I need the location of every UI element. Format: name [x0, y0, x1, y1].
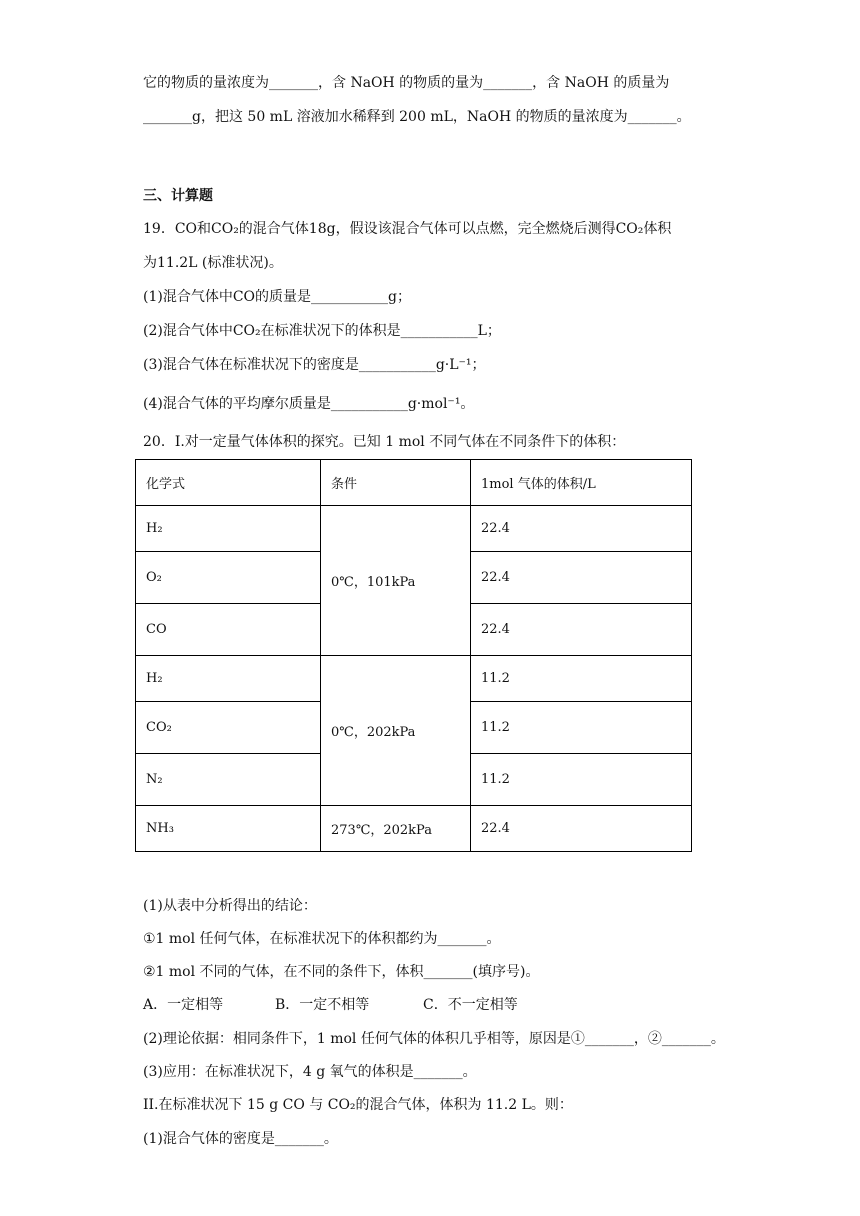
question-19-part-3: (3)混合气体在标准状况下的密度是___________g·L⁻¹； — [143, 357, 486, 373]
part-3: (3)应用：在标准状况下，4 g 氧气的体积是_______。 — [143, 1064, 477, 1080]
part-1-heading: (1)从表中分析得出的结论： — [143, 898, 317, 914]
section-heading: 三、计算题 — [143, 188, 213, 204]
paragraph-line: 它的物质的量浓度为_______，含 NaOH 的物质的量为_______，含 NaOH 的质量为 — [143, 75, 670, 91]
question-19-part-1: (1)混合气体中CO的质量是___________g； — [143, 289, 411, 305]
paragraph-line: _______g，把这 50 mL 溶液加水稀释到 200 mL，NaOH 的物质的量浓度为_______。 — [143, 109, 691, 125]
option-b: B．一定不相等 — [275, 997, 370, 1013]
table-cell-volume: 11.2 — [471, 656, 692, 702]
gas-volume-table — [135, 459, 692, 852]
part-II-intro: II.在标准状况下 15 g CO 与 CO₂的混合气体，体积为 11.2 L。则： — [143, 1097, 573, 1113]
question-20-intro: 20．I.对一定量气体体积的探究。已知 1 mol 不同气体在不同条件下的体积： — [143, 434, 626, 450]
table-cell-condition: 273℃，202kPa — [321, 806, 471, 852]
table-cell-volume: 22.4 — [471, 604, 692, 656]
table-header-volume: 1mol 气体的体积/L — [471, 460, 692, 506]
table-cell-volume: 11.2 — [471, 754, 692, 806]
table-cell-formula: N₂ — [136, 754, 321, 806]
table-cell-condition: 0℃，202kPa — [321, 656, 471, 806]
table-cell-formula: O₂ — [136, 552, 321, 604]
option-a: A．一定相等 — [143, 997, 224, 1013]
table-cell-volume: 22.4 — [471, 506, 692, 552]
table-cell-condition: 0℃，101kPa — [321, 506, 471, 656]
table-cell-volume: 22.4 — [471, 806, 692, 852]
table-cell-volume: 22.4 — [471, 552, 692, 604]
question-19-part-2: (2)混合气体中CO₂在标准状况下的体积是___________L； — [143, 323, 501, 339]
table-cell-formula: CO₂ — [136, 702, 321, 754]
table-cell-formula: NH₃ — [136, 806, 321, 852]
table-header-formula: 化学式 — [136, 460, 321, 506]
question-19-stem-cont: 为11.2L (标准状况)。 — [143, 255, 283, 271]
question-19-part-4: (4)混合气体的平均摩尔质量是___________g·mol⁻¹。 — [143, 396, 475, 412]
table-header-condition: 条件 — [321, 460, 471, 506]
question-19-stem: 19．CO和CO₂的混合气体18g，假设该混合气体可以点燃，完全燃烧后测得CO₂体积 — [143, 221, 672, 237]
table-cell-formula: H₂ — [136, 506, 321, 552]
part-1-item-2: ②1 mol 不同的气体，在不同的条件下，体积_______(填序号)。 — [143, 964, 540, 980]
table-cell-formula: H₂ — [136, 656, 321, 702]
table-cell-formula: CO — [136, 604, 321, 656]
part-2: (2)理论依据：相同条件下，1 mol 任何气体的体积几乎相等，原因是①_______，②_______。 — [143, 1031, 725, 1047]
part-II-item-1: (1)混合气体的密度是_______。 — [143, 1131, 338, 1147]
part-1-item-1: ①1 mol 任何气体，在标准状况下的体积都约为_______。 — [143, 931, 501, 947]
option-c: C．不一定相等 — [423, 997, 518, 1013]
table-cell-volume: 11.2 — [471, 702, 692, 754]
